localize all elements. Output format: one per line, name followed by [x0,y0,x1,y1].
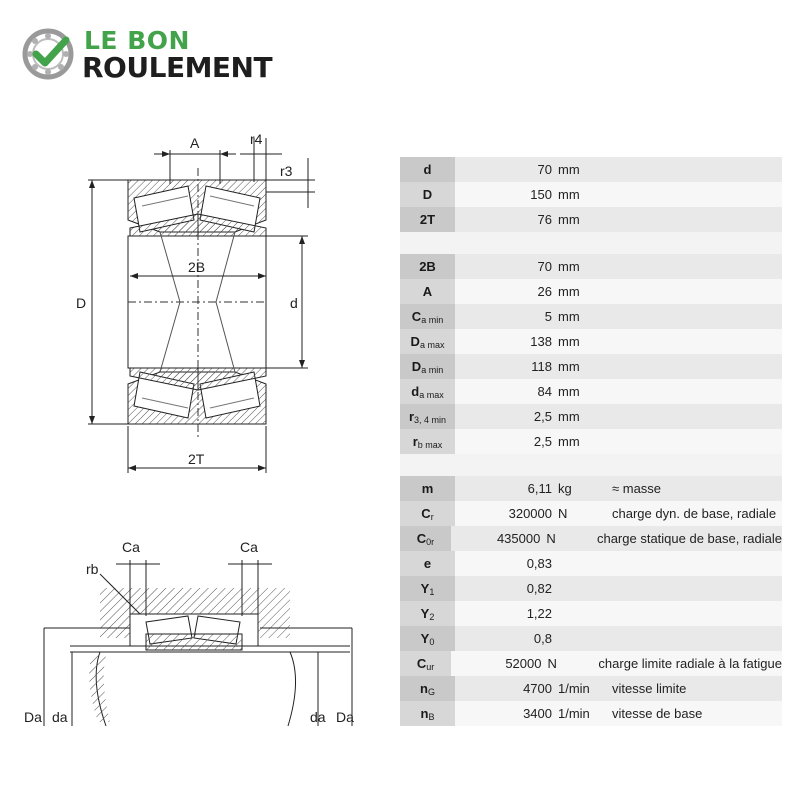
spec-unit: mm [558,359,580,374]
spec-row [400,626,782,651]
spec-symbol-subscript: B [428,712,435,722]
spec-symbol-main: D [410,334,420,349]
spec-value: 84 [537,384,552,399]
spec-value: 0,82 [526,581,552,596]
spec-unit: N [546,531,556,546]
spec-unit: mm [558,409,580,424]
spec-symbol [400,429,455,454]
spec-description: charge statique de base, radiale [596,531,782,546]
brand-name-top: LE BON [84,26,190,55]
spec-symbol [400,304,455,329]
spec-symbol [400,626,455,651]
spec-description: charge limite radiale à la fatigue [598,656,782,671]
spec-unit: 1/min [558,706,590,721]
dim-d-label: d [290,295,298,311]
dim-da-right-label: da [310,709,326,725]
spec-row [400,429,782,454]
spec-row [400,526,782,551]
spec-symbol [400,576,455,601]
spec-unit: mm [558,384,580,399]
spec-unit [558,626,602,651]
spec-value: 2,5 [533,434,552,449]
spec-symbol-main: m [421,481,434,496]
spec-symbol-subscript: r [430,512,434,522]
spec-unit: mm [558,259,580,274]
spec-symbol [400,157,455,182]
spec-description [602,157,782,182]
spec-symbol-main: D [422,187,433,202]
dim-ca-left-label: Ca [122,539,140,555]
spec-unit [558,601,602,626]
spec-description [602,279,782,304]
dim-r3-label: r3 [280,163,293,179]
spec-row [400,182,782,207]
check-bearing-icon [22,28,74,80]
spec-symbol-subscript: b max [417,440,443,450]
spec-row [400,651,782,676]
spec-value: 52000 [505,656,542,671]
spec-description: vitesse de base [612,706,703,721]
spec-symbol-main: e [423,556,432,571]
spec-description [602,576,782,601]
spec-row [400,601,782,626]
spec-symbol-main: Y [420,631,430,646]
spec-description [602,429,782,454]
spec-value: 138 [530,334,552,349]
spec-symbol-main: r [412,434,418,449]
spec-symbol [400,551,455,576]
dim-D-label: D [76,295,87,311]
spec-symbol [400,501,455,526]
mounting-dimensions-drawing [20,530,370,730]
spec-symbol-subscript: a min [421,365,444,375]
spec-symbol-main: C [416,531,427,546]
brand-logo [22,22,312,86]
spec-unit [558,576,602,601]
spec-symbol-main: n [420,706,429,721]
spec-symbol-subscript: 3, 4 min [414,415,447,425]
spec-value: 150 [530,187,552,202]
spec-value: 70 [537,162,552,177]
spec-row [400,279,782,304]
spec-unit: mm [558,284,580,299]
spec-symbol [400,601,455,626]
spec-symbol [400,676,455,701]
spec-value: 1,22 [526,606,552,621]
spec-unit: N [547,656,557,671]
spec-description: charge dyn. de base, radiale [612,506,777,521]
spec-symbol-main: C [421,506,431,521]
dim-2t-label: 2T [188,451,205,467]
spec-symbol-subscript: a max [419,390,444,400]
spec-symbol-main: 2B [419,259,436,274]
spec-symbol-subscript: ur [426,662,435,672]
spec-description [602,304,782,329]
spec-row [400,157,782,182]
spec-value: 76 [537,212,552,227]
spec-symbol-subscript: 0r [426,537,435,547]
spec-row [400,304,782,329]
spec-description [602,626,782,651]
spec-symbol-subscript: G [427,687,435,697]
spec-unit: N [558,506,568,521]
spec-row [400,404,782,429]
spec-row [400,576,782,601]
spec-value: 435000 [496,531,541,546]
spec-value: 2,5 [533,409,552,424]
spec-value: 6,11 [527,481,552,496]
bearing-section-drawing [70,128,330,478]
spec-symbol-subscript: a max [419,340,445,350]
spec-row [400,501,782,526]
spec-row [400,354,782,379]
spec-unit [558,551,602,576]
spec-description [602,207,782,232]
group-separator [400,232,782,254]
spec-description [602,601,782,626]
spec-row [400,379,782,404]
spec-symbol-subscript: 2 [429,612,435,622]
spec-value: 0,83 [526,556,552,571]
spec-unit: mm [558,434,580,449]
spec-value: 3400 [523,706,552,721]
spec-symbol [400,526,451,551]
spec-description: vitesse limite [612,681,687,696]
dim-rb-label: rb [86,561,99,577]
spec-row [400,676,782,701]
dim-Da-left-label: Da [24,709,42,725]
spec-symbol-main: n [420,681,428,696]
spec-symbol [400,651,451,676]
spec-unit: mm [558,334,580,349]
spec-symbol [400,207,455,232]
spec-row [400,254,782,279]
spec-unit: mm [558,309,580,324]
spec-description [602,551,782,576]
spec-symbol [400,379,455,404]
spec-row [400,207,782,232]
spec-symbol [400,254,455,279]
spec-description: ≈ masse [612,481,662,496]
spec-symbol-subscript: 1 [429,587,435,597]
spec-symbol [400,329,455,354]
dim-A-label: A [190,135,200,151]
spec-symbol [400,279,455,304]
group-separator [400,454,782,476]
spec-value: 118 [531,359,552,374]
spec-symbol-main: C [411,309,422,324]
spec-row [400,701,782,726]
spec-row [400,551,782,576]
spec-unit: mm [558,187,580,202]
spec-symbol-main: d [411,384,420,399]
spec-symbol-subscript: 0 [429,637,435,647]
brand-name-bottom: ROULEMENT [82,51,273,84]
spec-symbol [400,354,455,379]
spec-description [602,379,782,404]
spec-value: 320000 [508,506,552,521]
spec-symbol [400,476,455,501]
spec-unit: mm [558,162,580,177]
dim-ca-right-label: Ca [240,539,258,555]
specs-table [400,157,782,726]
spec-description [602,254,782,279]
spec-value: 5 [544,309,552,324]
spec-symbol [400,404,455,429]
spec-symbol-main: Y [420,606,430,621]
spec-unit: 1/min [558,681,590,696]
spec-unit: kg [558,481,572,496]
spec-row [400,329,782,354]
spec-symbol-main: C [416,656,427,671]
spec-symbol-main: A [422,284,433,299]
dim-r4-label: r4 [250,131,263,147]
spec-unit: mm [558,212,580,227]
spec-value: 0,8 [533,631,552,646]
dim-2b-label: 2B [188,259,206,275]
spec-description [602,182,782,207]
spec-symbol-subscript: a min [421,315,444,325]
dim-Da-right-label: Da [336,709,354,725]
spec-row [400,476,782,501]
spec-symbol-main: D [411,359,422,374]
spec-symbol-main: 2T [419,212,436,227]
spec-value: 4700 [523,681,552,696]
spec-value: 26 [537,284,552,299]
spec-symbol-main: r [408,409,415,424]
spec-description [602,354,782,379]
spec-description [602,404,782,429]
spec-symbol-main: d [423,162,432,177]
spec-symbol [400,182,455,207]
spec-description [602,329,782,354]
spec-symbol [400,701,455,726]
dim-da-left-label: da [52,709,68,725]
spec-symbol-main: Y [420,581,430,596]
spec-value: 70 [537,259,552,274]
